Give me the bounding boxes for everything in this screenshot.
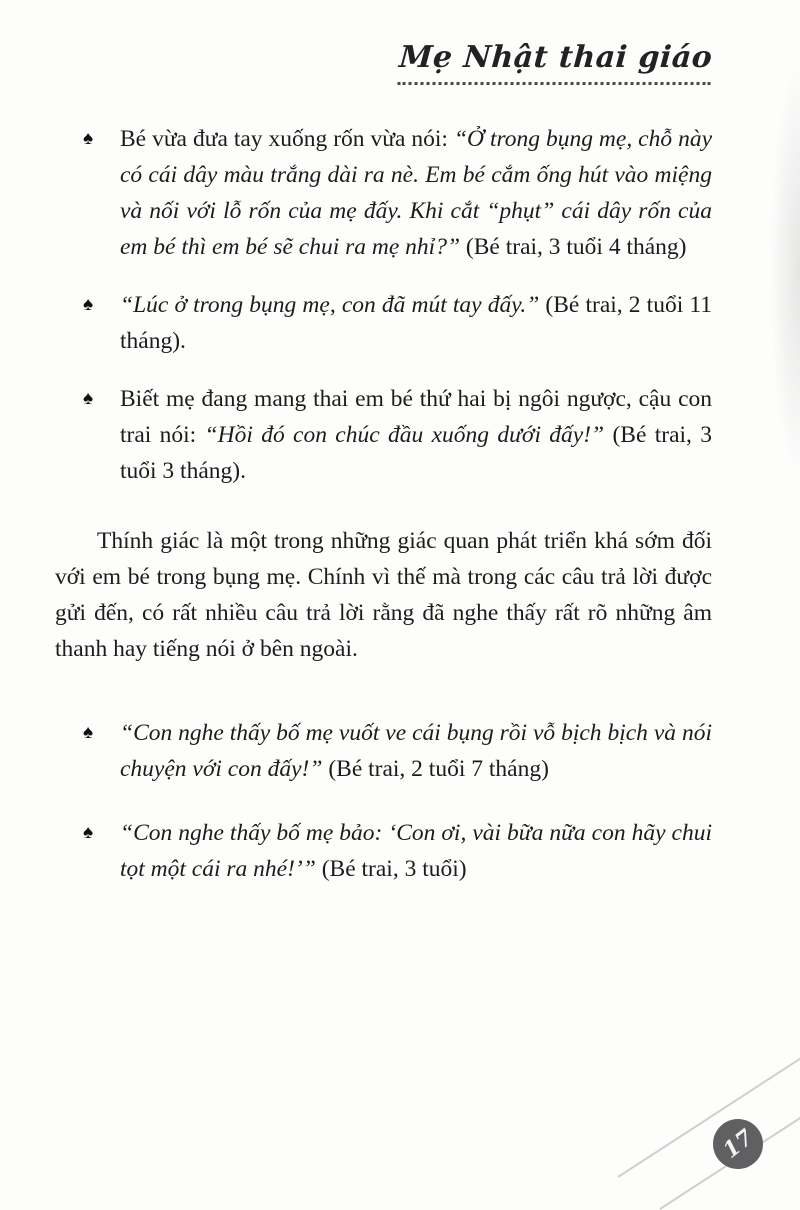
bullet-lead: Biết mẹ đang mang thai em bé thứ hai bị ngôi ngược, cậu con trai nói: xyxy=(120,386,712,448)
bullet-attribution: (Bé trai, 3 tuổi) xyxy=(315,856,467,882)
header-title: Mẹ Nhật thai giáo xyxy=(397,40,713,85)
spade-icon: ♠ xyxy=(83,294,94,315)
decorative-line xyxy=(617,1045,800,1177)
bullet-attribution: (Bé trai, 2 tuổi 7 tháng) xyxy=(322,756,549,782)
bullet-group-bottom xyxy=(55,715,712,887)
bullet-text xyxy=(120,287,712,359)
page-number: 17 xyxy=(717,1124,759,1164)
bullet-item xyxy=(55,287,712,359)
bullet-attribution: (Bé trai, 2 tuổi 11 tháng). xyxy=(120,292,712,354)
page-header xyxy=(55,0,712,85)
bullet-item xyxy=(55,381,712,489)
bullet-quote: “Con nghe thấy bố mẹ bảo: ‘Con ơi, vài bữa nữa con hãy chui tọt một cái ra nhé!’” xyxy=(120,820,712,882)
bullet-attribution: (Bé trai, 3 tuổi 4 tháng) xyxy=(460,234,687,260)
bullet-text xyxy=(120,715,712,787)
bullet-quote: “Lúc ở trong bụng mẹ, con đã mút tay đấy.” xyxy=(120,292,540,318)
spade-icon: ♠ xyxy=(83,722,94,743)
bullet-text xyxy=(120,121,712,265)
body-paragraph: Thính giác là một trong những giác quan phát triển khá sớm đối với em bé trong bụng mẹ. Chính vì thế mà trong các câu trả lời được gửi đến, có rất nhiều câu trả lời rằng đã nghe thấy rất rõ những âm thanh hay tiếng nói ở bên ngoài. xyxy=(55,528,712,662)
scan-shadow-artifact xyxy=(770,60,800,480)
bullet-item xyxy=(55,121,712,265)
bullet-quote: “Hồi đó con chúc đầu xuống dưới đấy!” xyxy=(204,422,605,448)
bullet-item xyxy=(55,715,712,787)
bullet-lead: Bé vừa đưa tay xuống rốn vừa nói: xyxy=(120,126,454,152)
bullet-quote: “Con nghe thấy bố mẹ vuốt ve cái bụng rồi vỗ bịch bịch và nói chuyện với con đấy!” xyxy=(120,720,712,782)
page-number-badge xyxy=(713,1119,763,1169)
bullet-quote: “Ở trong bụng mẹ, chỗ này có cái dây màu trắng dài ra nè. Em bé cắm ống hút vào miệng và nối với lỗ rốn của mẹ đấy. Khi cắt “phụt” cái dây rốn của em bé thì em bé sẽ chui ra mẹ nhỉ?” xyxy=(120,126,712,260)
page-content xyxy=(55,121,712,887)
spade-icon: ♠ xyxy=(83,822,94,843)
bullet-text xyxy=(120,381,712,489)
bullet-item xyxy=(55,815,712,887)
bullet-text xyxy=(120,815,712,887)
bullet-attribution: (Bé trai, 3 tuổi 3 tháng). xyxy=(120,422,713,484)
spade-icon: ♠ xyxy=(83,388,94,409)
spade-icon: ♠ xyxy=(83,128,94,149)
